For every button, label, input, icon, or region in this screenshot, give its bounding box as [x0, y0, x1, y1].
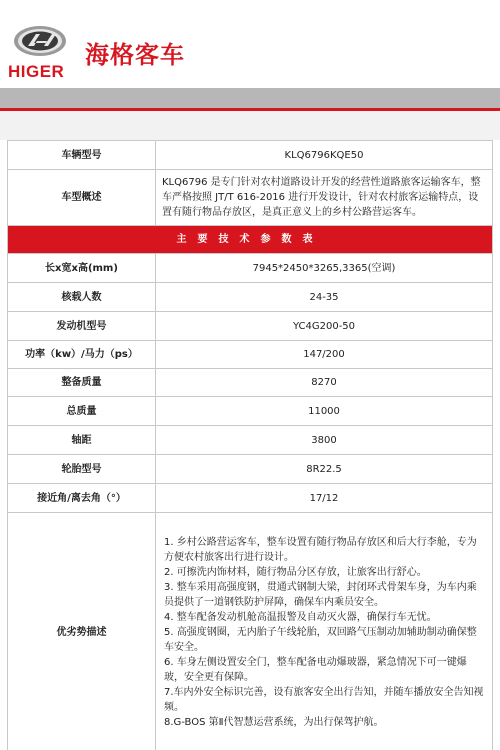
- spec-label: 长x宽x高(mm): [8, 254, 156, 283]
- spec-value: 8270: [156, 369, 493, 397]
- table-row: [8, 341, 493, 369]
- spec-label: 发动机型号: [8, 312, 156, 341]
- table-row: [8, 283, 493, 312]
- table-row: [8, 312, 493, 341]
- spec-value: 11000: [156, 397, 493, 426]
- spec-value: 3800: [156, 426, 493, 455]
- header-shadow-band: [0, 111, 500, 140]
- spec-title: 主要技术参数表: [8, 226, 493, 254]
- list-item: 5. 高强度钢圈，无内胎子午线轮胎，双回路气压制动加辅助制动确保整车安全。: [164, 627, 477, 653]
- spec-label: 核载人数: [8, 283, 156, 312]
- spec-value: 24-35: [156, 283, 493, 312]
- spec-label: 功率（kw）/马力（ps）: [8, 341, 156, 369]
- spec-value: 7945*2450*3265,3365(空调): [156, 254, 493, 283]
- spec-label: 接近角/离去角（°）: [8, 484, 156, 513]
- advantages-label: 优劣势描述: [8, 513, 156, 750]
- list-item: 7.车内外安全标识完善，设有旅客安全出行告知，并随车播放安全告知视频。: [164, 687, 484, 713]
- table-row: [8, 369, 493, 397]
- overview-value: KLQ6796 是专门针对农村道路设计开发的经营性道路旅客运输客车，整车严格按照 JT/T 616-2016 进行开发设计，针对农村旅客运输特点，设置有随行物品存放区，是真正意义上的乡村公路营运客车。: [156, 170, 493, 226]
- table-row: [8, 141, 493, 170]
- header-band: [0, 88, 500, 108]
- spec-label: 轮胎型号: [8, 455, 156, 484]
- table-row: [8, 513, 493, 750]
- table-row: [8, 484, 493, 513]
- higer-logo: [8, 24, 72, 82]
- list-item: 3. 整车采用高强度钢，贯通式钢制大梁，封闭环式骨架车身，为车内乘员提供了一道钢铁防护屏障，确保车内乘员安全。: [164, 582, 477, 608]
- spec-value: 147/200: [156, 341, 493, 369]
- list-item: 8.G-BOS 第Ⅱ代智慧运营系统，为出行保驾护航。: [164, 717, 384, 728]
- spec-value: YC4G200-50: [156, 312, 493, 341]
- model-label: 车辆型号: [8, 141, 156, 170]
- spec-label: 总质量: [8, 397, 156, 426]
- table-row: [8, 170, 493, 226]
- list-item: 2. 可擦洗内饰材料，随行物品分区存放，让旅客出行舒心。: [164, 567, 427, 578]
- table-row: [8, 426, 493, 455]
- advantages-list: [156, 513, 493, 750]
- list-item: 6. 车身左侧设置安全门，整车配备电动爆玻器，紧急情况下可一键爆玻，安全更有保障。: [164, 657, 467, 683]
- model-value: KLQ6796KQE50: [156, 141, 493, 170]
- spec-value: 8R22.5: [156, 455, 493, 484]
- spec-table: [7, 140, 493, 750]
- higer-emblem-icon: [12, 24, 68, 58]
- spec-label: 整备质量: [8, 369, 156, 397]
- logo-text: HIGER: [8, 62, 65, 81]
- table-row: [8, 397, 493, 426]
- overview-label: 车型概述: [8, 170, 156, 226]
- table-row: [8, 254, 493, 283]
- list-item: 1. 乡村公路营运客车，整车设置有随行物品存放区和后大行李舱，专为方便农村旅客出行进行设计。: [164, 537, 477, 563]
- table-row: [8, 455, 493, 484]
- spec-label: 轴距: [8, 426, 156, 455]
- list-item: 4. 整车配备发动机舱高温报警及自动灭火器，确保行车无忧。: [164, 612, 437, 623]
- brand-name: 海格客车: [85, 41, 185, 69]
- spec-value: 17/12: [156, 484, 493, 513]
- spec-title-row: [8, 226, 493, 254]
